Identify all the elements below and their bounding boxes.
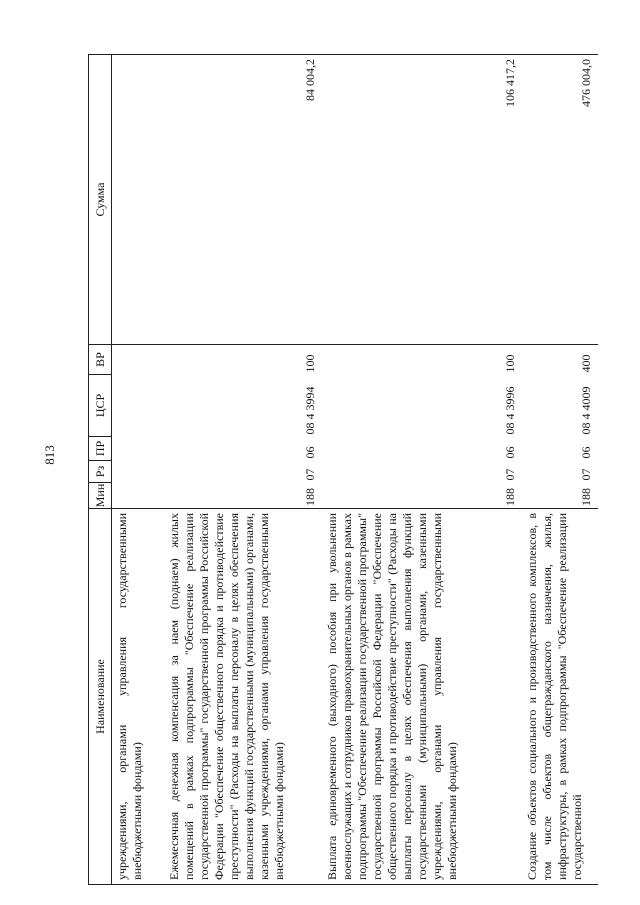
row-sum: 106 417,2: [322, 55, 522, 345]
row-csr: 08 4 3994: [302, 386, 317, 435]
row-name: Ежемесячная денежная компенсация за наем (поднаем) жилых помещений в рамках подпрограммы "Обеспечение реализации государственной программы" государственной программы Российской Федерации "Обеспечение общественного порядка и противодействие преступности" (Расходы на выплаты персоналу в целях обеспечения выполнения функций государственными (муниципальными) органами, казенными учреждениями, органами управления государственными внебюджетными фондами): [164, 509, 322, 885]
row-min: [112, 483, 164, 509]
header-vr: ВР: [89, 345, 112, 375]
table-row: [164, 55, 322, 885]
row-name: Выплата единовременного (выходного) пособия при увольнении военнослужащих и сотрудников правоохранительных органов в рамках подпрограммы "Обеспечение реализации государственной программы" государственной программы Российской Федерации "Обеспечение общественного порядка и противодействие преступности" (Расходы на выплаты персоналу в целях обеспечения выполнения функций государственными (муниципальными) органами, казенными учреждениями, органами управления государственными внебюджетными фондами): [322, 509, 522, 885]
row-pr: 06: [578, 446, 593, 459]
header-row: [89, 55, 112, 885]
row-name: Создание объектов социального и производственного комплексов, в том числе объектов общегражданского назначения, жилья, инфраструктуры, в рамках подпрограммы "Обеспечение реализации государственной: [522, 509, 598, 885]
row-rz: 07: [302, 468, 317, 481]
row-vr: 100: [502, 354, 517, 373]
row-csr: [112, 375, 164, 437]
row-sum: [112, 55, 164, 345]
row-name: учреждениями, органами управления государственными внебюджетными фондами): [112, 509, 164, 885]
row-rz: 07: [502, 468, 517, 481]
row-min: 188: [578, 488, 593, 506]
row-min: 188: [502, 488, 517, 506]
row-vr: [112, 345, 164, 375]
header-name: Наименование: [89, 509, 112, 885]
table-row: [322, 55, 522, 885]
row-csr: 08 4 3996: [502, 386, 517, 435]
row-pr: 06: [502, 446, 517, 459]
row-csr: 08 4 4009: [578, 386, 593, 435]
row-min: 188: [302, 488, 317, 506]
row-pr: 06: [302, 446, 317, 459]
table-row: [112, 55, 164, 885]
row-rz: 07: [578, 468, 593, 481]
row-pr: [112, 437, 164, 461]
header-pr: ПР: [89, 437, 112, 461]
row-rz: [112, 461, 164, 483]
header-sum: Сумма: [89, 55, 112, 345]
table-row: [522, 55, 598, 885]
row-vr: 100: [302, 354, 317, 373]
header-csr: ЦСР: [89, 375, 112, 437]
page-number: 813: [42, 445, 57, 465]
header-rz: Рз: [89, 461, 112, 483]
budget-table: [88, 54, 598, 885]
row-sum: 84 004,2: [164, 55, 322, 345]
row-vr: 400: [578, 354, 593, 373]
row-sum: 476 004,0: [522, 55, 598, 345]
budget-table-rotated: [88, 55, 600, 885]
header-min: Мин: [89, 483, 112, 509]
